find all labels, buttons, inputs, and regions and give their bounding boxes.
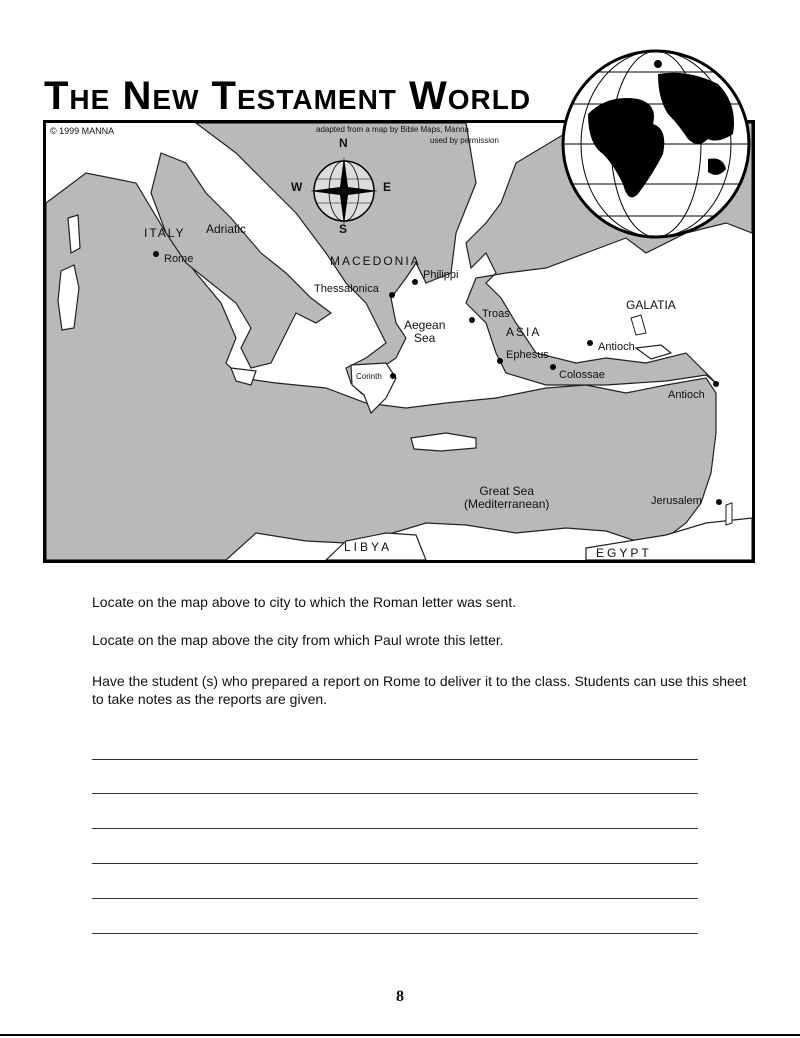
compass-south: S bbox=[339, 222, 348, 236]
city-corinth: Corinth bbox=[356, 372, 382, 381]
map-credit-line1: adapted from a map by Bible Maps, Manna bbox=[316, 125, 469, 134]
city-dot-colossae bbox=[550, 364, 556, 370]
region-italy: ITALY bbox=[144, 226, 186, 240]
page-number: 8 bbox=[396, 988, 404, 1005]
notes-line bbox=[92, 863, 698, 864]
land-deadsea bbox=[726, 503, 732, 525]
region-libya: LIBYA bbox=[344, 540, 393, 554]
instruction-1: Locate on the map above to city to which the Roman letter was sent. bbox=[92, 594, 517, 610]
sea-aegean-line2: Sea bbox=[414, 331, 436, 346]
instruction-2: Locate on the map above the city from which Paul wrote this letter. bbox=[92, 632, 504, 648]
notes-line bbox=[92, 793, 698, 794]
compass-rose-icon bbox=[304, 151, 384, 231]
compass-east: E bbox=[383, 180, 392, 194]
sea-aegean-line1: Aegean bbox=[404, 318, 446, 332]
city-ephesus: Ephesus bbox=[506, 349, 549, 361]
region-macedonia: MACEDONIA bbox=[330, 254, 421, 268]
city-colossae: Colossae bbox=[559, 369, 605, 381]
city-antioch-pisidia: Antioch bbox=[598, 341, 635, 353]
sea-great bbox=[464, 485, 549, 511]
city-jerusalem: Jerusalem bbox=[651, 495, 702, 507]
bottom-rule bbox=[0, 1034, 800, 1036]
notes-line bbox=[92, 759, 698, 760]
city-dot-antioch-pisidia bbox=[587, 340, 593, 346]
city-rome: Rome bbox=[164, 253, 194, 265]
instruction-3: Have the student (s) who prepared a report on Rome to deliver it to the class. Students can use this sheet to take notes as the reports are given. bbox=[92, 673, 747, 707]
sea-great-line1: Great Sea bbox=[479, 484, 535, 498]
city-antioch-syria: Antioch bbox=[668, 389, 705, 401]
city-troas: Troas bbox=[482, 308, 510, 320]
city-thessalonica: Thessalonica bbox=[314, 283, 379, 295]
city-philippi: Philippi bbox=[423, 269, 459, 281]
city-dot-troas bbox=[469, 317, 475, 323]
notes-line bbox=[92, 828, 698, 829]
region-egypt: EGYPT bbox=[596, 546, 652, 560]
city-dot-thessalonica bbox=[389, 292, 395, 298]
map-copyright: © 1999 MANNA bbox=[50, 126, 115, 136]
compass-north: N bbox=[339, 136, 348, 150]
land-cyprus bbox=[636, 345, 671, 359]
city-dot-ephesus bbox=[497, 358, 503, 364]
city-dot-antioch-syria bbox=[713, 381, 719, 387]
sea-aegean bbox=[404, 319, 445, 345]
notes-line bbox=[92, 898, 698, 899]
sea-great-line2: (Mediterranean) bbox=[464, 497, 550, 512]
map-credit-line2: used by permission bbox=[430, 136, 499, 145]
city-dot-philippi bbox=[412, 279, 418, 285]
region-galatia: GALATIA bbox=[626, 298, 676, 312]
city-dot-rome bbox=[153, 251, 159, 257]
compass-west: W bbox=[291, 180, 303, 194]
page-title: The New Testament World bbox=[44, 74, 532, 118]
city-dot-corinth bbox=[390, 373, 396, 379]
region-asia: ASIA bbox=[506, 325, 542, 339]
notes-line bbox=[92, 933, 698, 934]
city-dot-jerusalem bbox=[716, 499, 722, 505]
sea-adriatic: Adriatic bbox=[206, 222, 247, 236]
globe-icon bbox=[558, 44, 754, 244]
land-lake bbox=[631, 315, 646, 335]
